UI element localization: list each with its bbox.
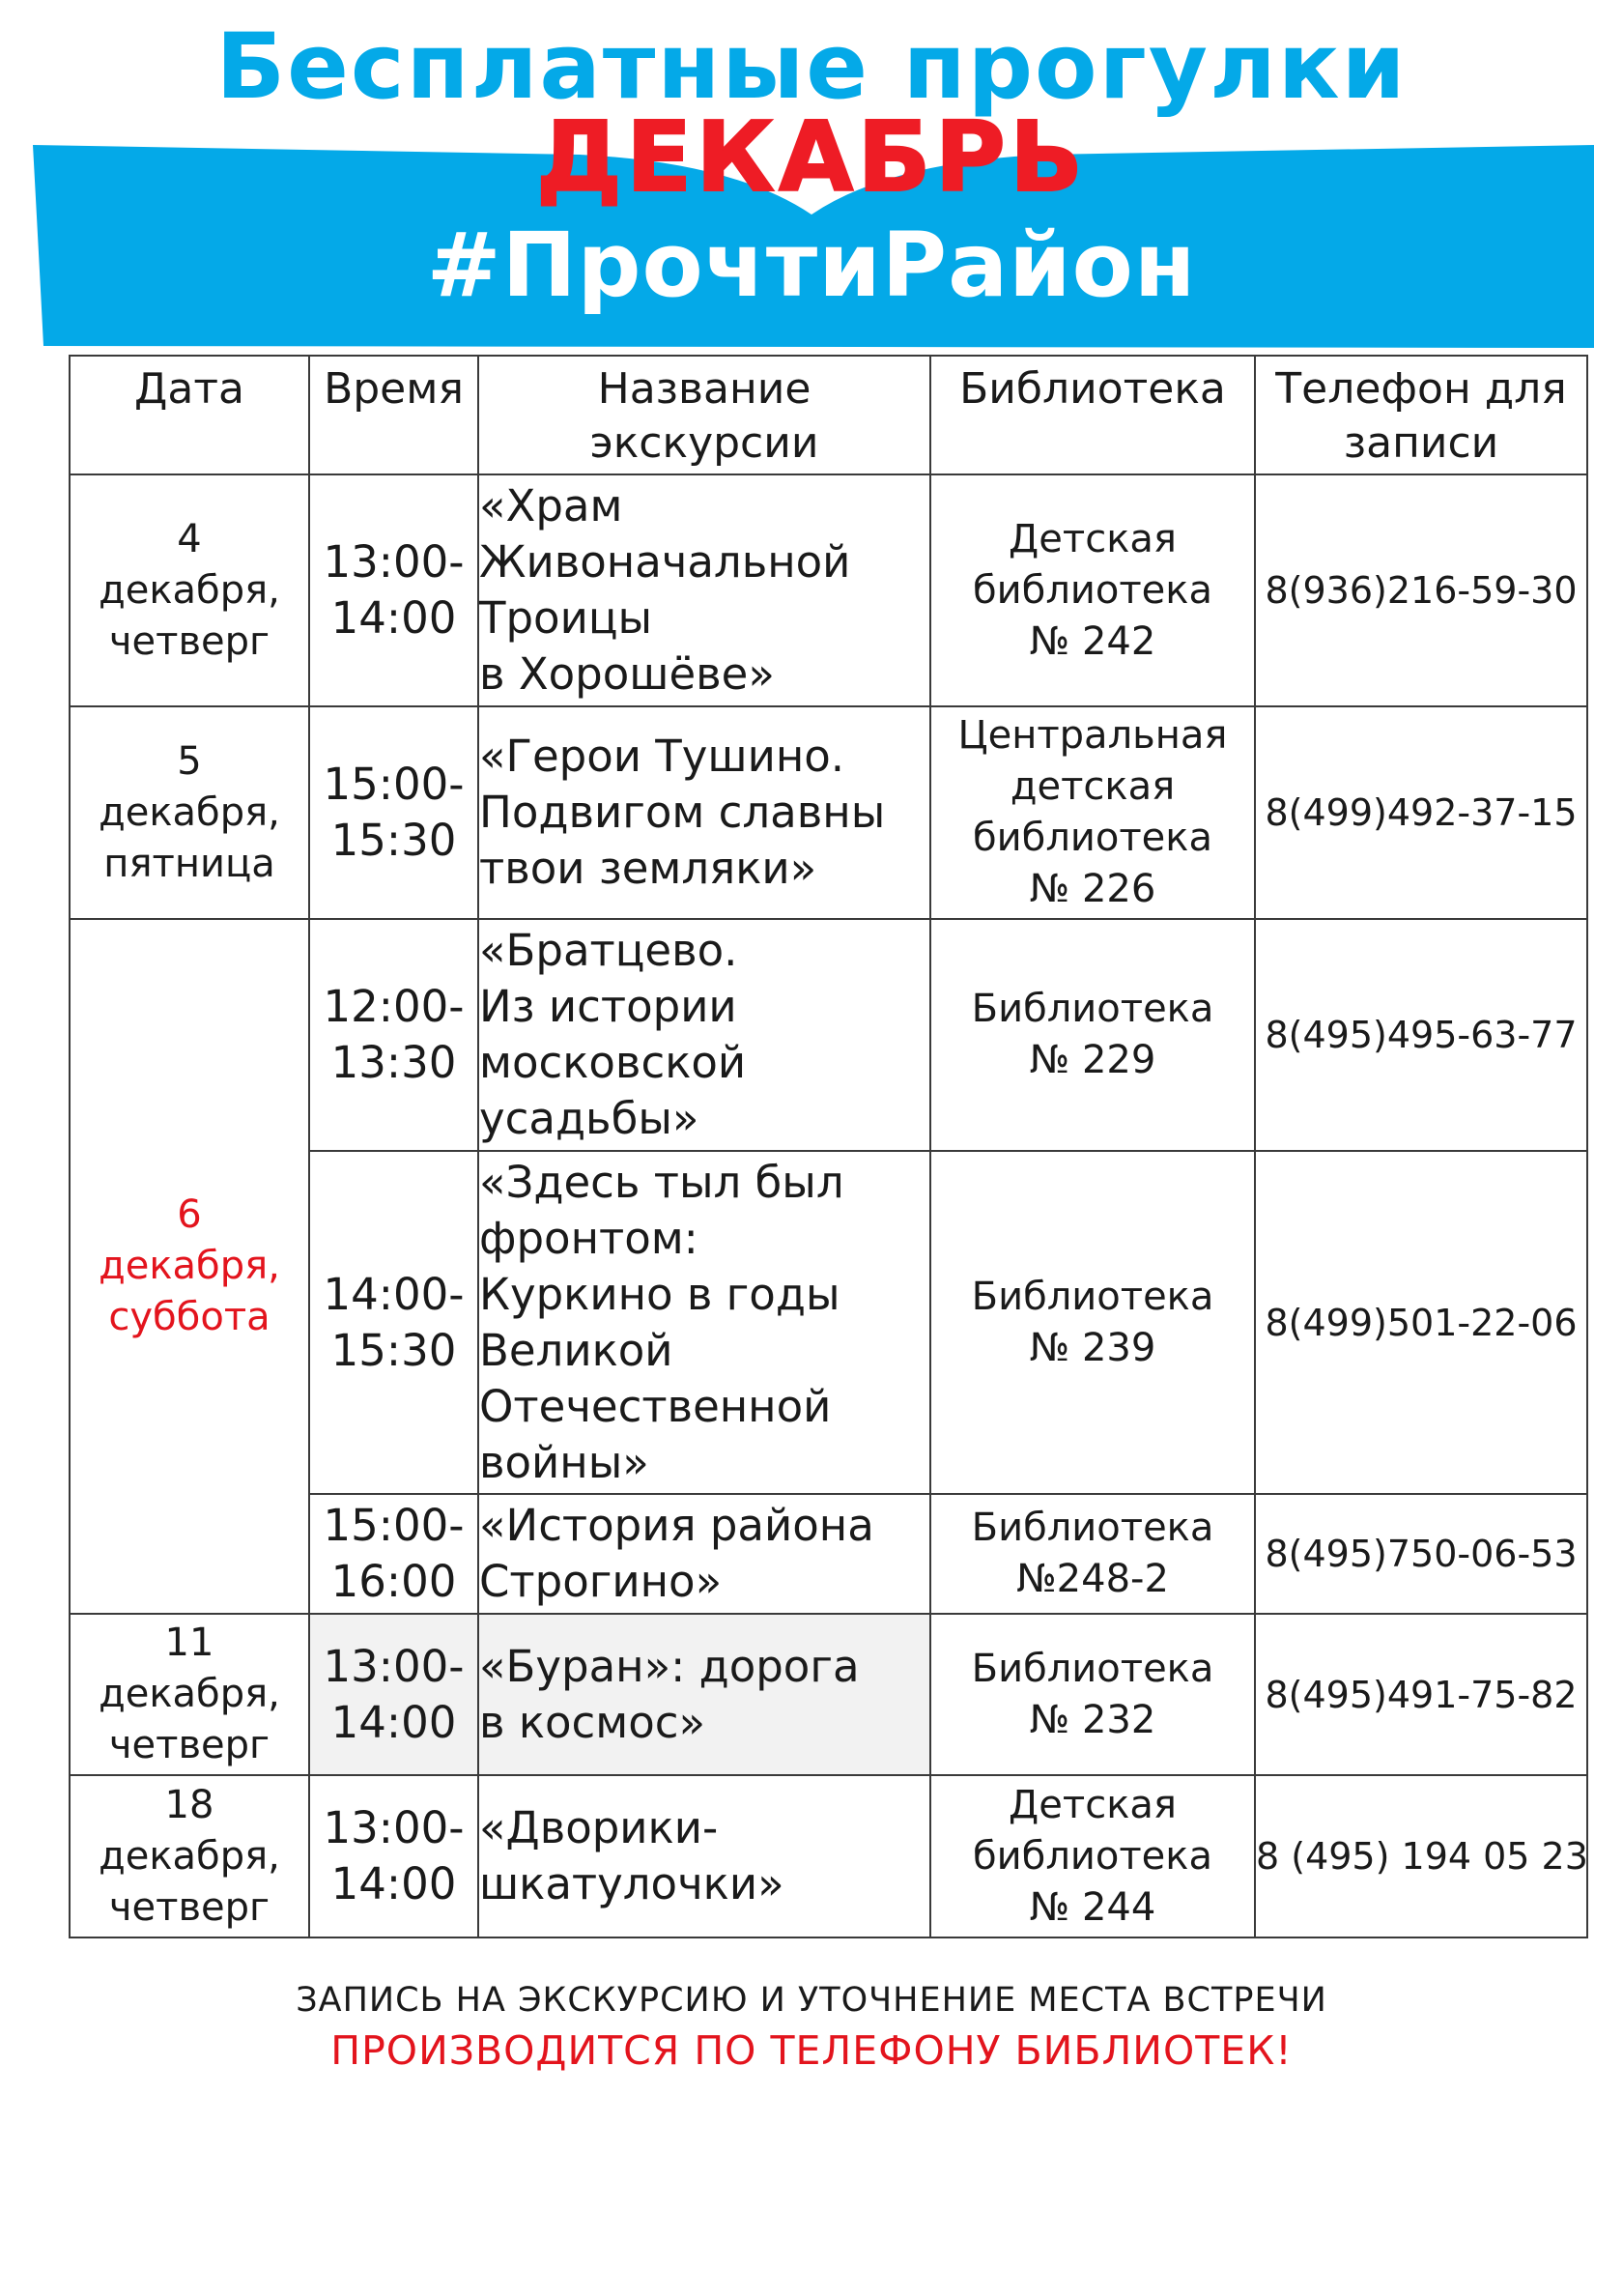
table-header-row [70,356,1587,474]
row-excursion-name: «Буран»: дорога в космос» [478,1614,930,1775]
row-date: 11 декабря, четверг [70,1614,309,1775]
row-time: 15:00- 16:00 [309,1494,478,1614]
row-time: 13:00- 14:00 [309,1614,478,1775]
row-phone: 8(936)216-59-30 [1255,474,1587,706]
footer-note-highlight: ПРОИЗВОДИТСЯ ПО ТЕЛЕФОНУ БИБЛИОТЕК! [330,2027,1293,2074]
table-row [70,474,1587,706]
row-time: 12:00- 13:30 [309,919,478,1151]
row-time: 13:00- 14:00 [309,474,478,706]
table-row [70,919,1587,1151]
row-phone: 8(495)750-06-53 [1255,1494,1587,1614]
row-library: Библиотека № 239 [930,1151,1255,1494]
column-header-name: Название экскурсии [478,356,930,474]
row-date-highlighted: 6 декабря, суббота [70,919,309,1614]
title-free-walks: Бесплатные прогулки [215,14,1408,120]
row-excursion-name: «Братцево. Из истории московской усадьбы» [478,919,930,1151]
row-date: 4 декабря, четверг [70,474,309,706]
footer-note: ЗАПИСЬ НА ЭКСКУРСИЮ И УТОЧНЕНИЕ МЕСТА ВСТРЕЧИ [296,1981,1327,2020]
row-excursion-name: «Дворики- шкатулочки» [478,1775,930,1937]
row-library: Детская библиотека № 244 [930,1775,1255,1937]
row-time: 13:00- 14:00 [309,1775,478,1937]
excursion-schedule-table [69,355,1588,1938]
row-phone: 8 (495) 194 05 23 [1255,1775,1587,1937]
row-library: Библиотека № 229 [930,919,1255,1151]
title-month: ДЕКАБРЬ [535,100,1088,214]
row-phone: 8(495)495-63-77 [1255,919,1587,1151]
row-excursion-name: «Здесь тыл был фронтом: Куркино в годы Великой Отечественной войны» [478,1151,930,1494]
row-library: Центральная детская библиотека № 226 [930,706,1255,919]
table-row [70,706,1587,919]
row-phone: 8(499)501-22-06 [1255,1151,1587,1494]
row-date: 5 декабря, пятница [70,706,309,919]
column-header-time: Время [309,356,478,474]
column-header-library: Библиотека [930,356,1255,474]
title-hashtag: #ПрочтиРайон [426,214,1197,317]
row-library: Детская библиотека № 242 [930,474,1255,706]
row-date: 18 декабря, четверг [70,1775,309,1937]
row-library: Библиотека №248-2 [930,1494,1255,1614]
row-library: Библиотека № 232 [930,1614,1255,1775]
column-header-date: Дата [70,356,309,474]
table-row [70,1614,1587,1775]
row-excursion-name: «История района Строгино» [478,1494,930,1614]
row-excursion-name: «Герои Тушино. Подвигом славны твои земляки» [478,706,930,919]
row-phone: 8(499)492-37-15 [1255,706,1587,919]
column-header-phone: Телефон для записи [1255,356,1587,474]
row-phone: 8(495)491-75-82 [1255,1614,1587,1775]
row-time: 15:00- 15:30 [309,706,478,919]
table-row [70,1775,1587,1937]
row-time: 14:00- 15:30 [309,1151,478,1494]
row-excursion-name: «Храм Живоначальной Троицы в Хорошёве» [478,474,930,706]
